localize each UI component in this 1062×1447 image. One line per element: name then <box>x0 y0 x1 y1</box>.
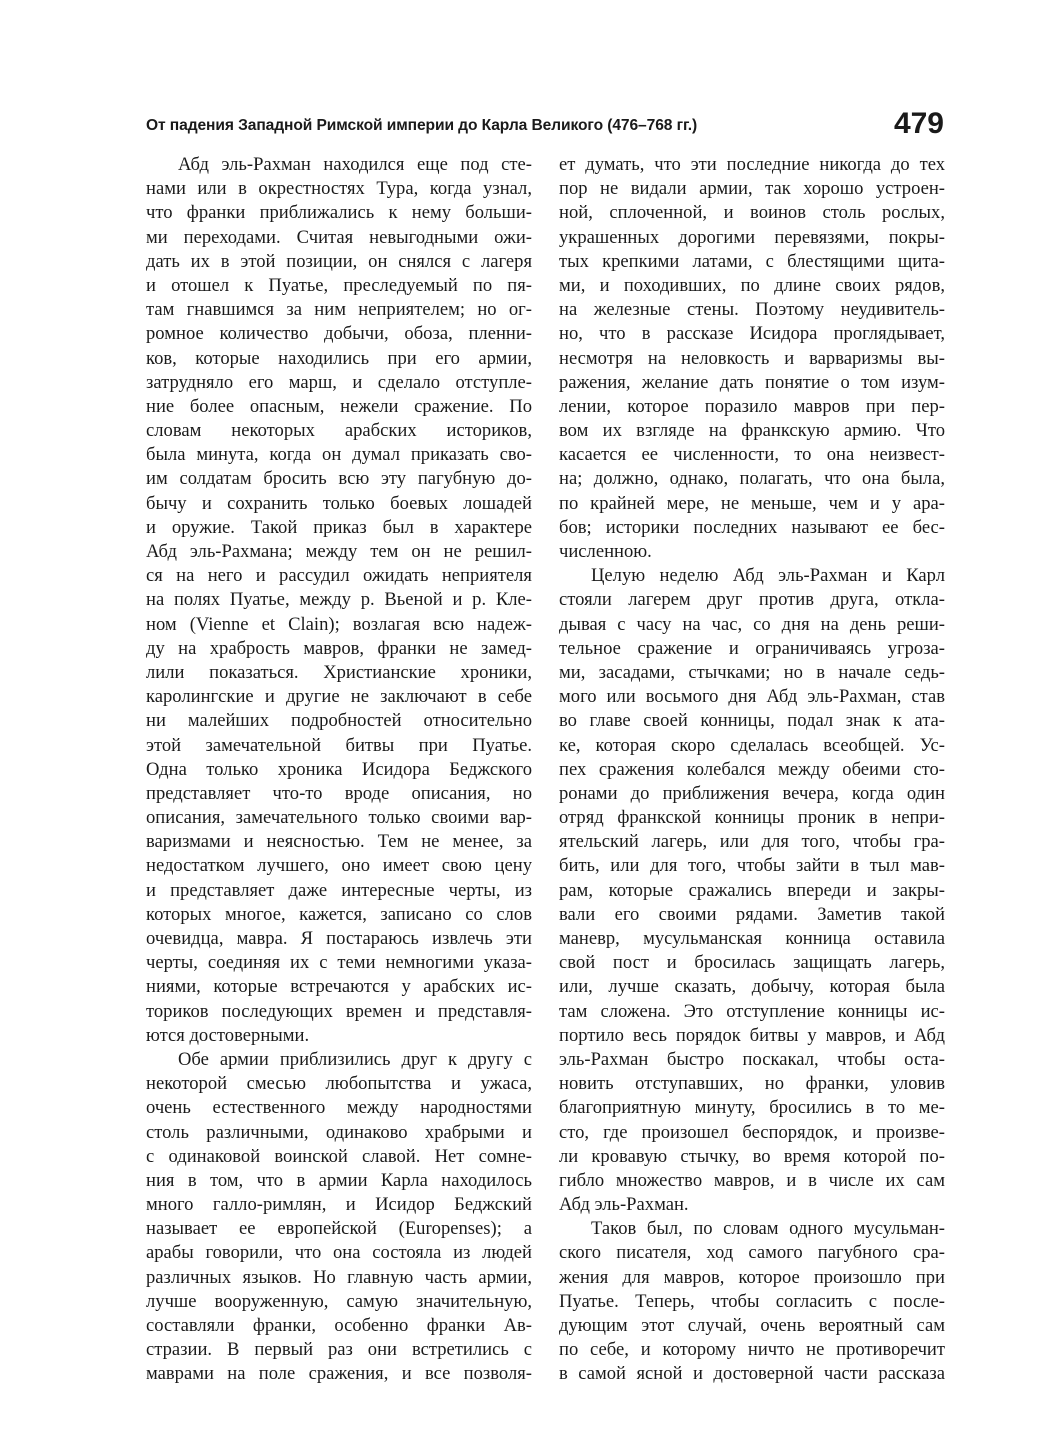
text-line: арабы говорили, что она состояла из людей <box>146 1242 532 1264</box>
text-line: которых многое, кажется, записано со слов <box>146 903 532 925</box>
text-line: тельное сражение и ограничиваясь угроза- <box>559 637 945 659</box>
text-line: лили показаться. Христианские хроники, <box>146 661 532 683</box>
text-line: рам, которые сражались впереди и закры- <box>559 879 945 901</box>
text-line: ков, которые находились при его армии, <box>146 347 532 369</box>
text-line: сто, где произошел беспорядок, и произве- <box>559 1121 945 1143</box>
text-line: благоприятную минуту, бросились в то ме- <box>559 1097 945 1119</box>
text-line: Одна только хроника Исидора Беджского <box>146 758 532 780</box>
text-line: была минута, когда он думал приказать сво- <box>146 444 532 466</box>
text-line: Пуатье. Теперь, чтобы согласить с после- <box>559 1290 945 1312</box>
text-line: очевидца, мавра. Я постараюсь извлечь эти <box>146 928 532 949</box>
text-line: касается ее численности, то она неизвест- <box>559 444 945 466</box>
text-line: лении, которое поразило мавров при пер- <box>559 395 945 417</box>
text-line: ке, которая скоро сделалась всеобщей. Ус- <box>559 734 945 756</box>
page-number: 479 <box>893 107 944 140</box>
text-line: ми, засадами, стычками; но в начале седь- <box>559 661 945 683</box>
text-line: ми переходами. Считая невыгодными ожи- <box>146 226 532 248</box>
text-line: свой пост и бросилась защищать лагерь, <box>559 952 945 974</box>
text-line: недостатком лучшего, оно имеет свою цену <box>146 855 532 877</box>
text-line: ет думать, что эти последние никогда до тех <box>559 154 945 175</box>
running-header <box>146 107 944 144</box>
text-line: тых крепкими латами, с блестящими щита- <box>559 250 945 272</box>
text-line: численною. <box>559 541 652 562</box>
text-line: Таков был, по словам одного мусульман- <box>591 1218 945 1240</box>
text-line: мого или восьмого дня Абд эль-Рахман, став <box>559 686 945 708</box>
text-line: ромное количество добычи, обоза, пленни- <box>146 323 532 345</box>
text-line: жения для мавров, которое произошло при <box>559 1266 945 1288</box>
text-line: вали его своими рядами. Заметив такой <box>559 903 945 925</box>
text-line: Абд эль-Рахман. <box>559 1194 689 1216</box>
text-line: несмотря на неловкость и варваризмы вы- <box>559 347 945 369</box>
text-line: во главе своей конницы, подал знак к ата- <box>559 710 945 732</box>
text-line: и представляет даже интересные черты, из <box>146 879 532 901</box>
text-line: гибло множество мавров, и в числе их сам <box>559 1169 945 1191</box>
text-line: бычу и сохранить только боевых лошадей <box>146 492 532 514</box>
text-column-left <box>146 153 532 1387</box>
text-line: портило весь порядок битвы у мавров, и Абд <box>559 1024 945 1046</box>
text-line: различных языков. Но главную часть армии, <box>146 1266 532 1288</box>
text-line: вом их взгляде на франкскую армию. Что <box>559 420 945 442</box>
text-line: пор не видали армии, так хорошо устроен- <box>559 178 945 200</box>
text-line: маврами на поле сражения, и все позволя- <box>146 1363 532 1385</box>
text-line: лучше вооруженную, самую значительную, <box>146 1290 532 1312</box>
text-line: называет ее европейской (Europenses); а <box>146 1218 532 1240</box>
text-line: ниями, которые встречаются у арабских ис- <box>146 976 532 998</box>
text-column-right <box>559 153 945 1387</box>
text-line: бов; историки последних называют ее бес- <box>559 516 945 538</box>
text-line: с одинаковой воинской славой. Нет сомне- <box>146 1145 532 1167</box>
text-line: что франки приближались к нему больши- <box>146 202 532 224</box>
text-line: украшенных дорогими перевязями, покры- <box>559 226 945 248</box>
text-line: составляли франки, особенно франки Ав- <box>146 1315 532 1336</box>
text-line: Целую неделю Абд эль-Рахман и Карл <box>591 565 945 587</box>
text-line: ся на него и рассудил ожидать неприятеля <box>146 565 532 587</box>
text-line: много галло-римлян, и Исидор Беджский <box>146 1194 532 1216</box>
text-line: очень естественного между народностями <box>146 1097 532 1119</box>
text-line: там сложена. Это отступление конницы ис- <box>559 1000 945 1022</box>
text-line: ной, сплоченной, и воинов столь рослых, <box>559 202 945 224</box>
text-line: столь различными, одинаково храбрыми и <box>146 1121 532 1143</box>
text-line: ние более опасным, нежели сражение. По <box>146 395 532 417</box>
text-line: ториков последующих времен и представля- <box>146 1000 532 1022</box>
text-line: эль-Рахман быстро поскакал, чтобы оста- <box>559 1048 945 1070</box>
text-line: затрудняло его марш, и сделало отступле- <box>146 371 532 393</box>
text-line: бить, или для того, чтобы зайти в тыл мав- <box>559 855 945 877</box>
text-line: дывая с часу на час, со дня на день реши- <box>559 613 945 635</box>
text-line: нами или в окрестностях Тура, когда узнал, <box>146 178 532 200</box>
text-line: словам некоторых арабских историков, <box>146 420 532 442</box>
text-line: стояли лагерем друг против друга, откла- <box>559 589 945 611</box>
text-line: по себе, и которому ничто не противоречит <box>559 1339 945 1361</box>
text-line: стразии. В первый раз они встретились с <box>146 1339 532 1361</box>
text-line: ронами до приближения вечера, когда один <box>559 782 945 804</box>
text-line: или, лучше сказать, добычу, которая была <box>559 976 945 998</box>
text-line: ми, и походивших, по длине своих рядов, <box>559 274 945 296</box>
text-line: Абд эль-Рахмана; между тем он не решил- <box>146 541 532 562</box>
text-line: маневр, мусульманская конница оставила <box>559 928 945 949</box>
text-line: представляет что-то вроде описания, но <box>146 782 532 804</box>
text-line: ном (Vienne et Clain); возлагая всю надеж- <box>146 613 532 635</box>
text-line: этой замечательной битвы при Пуатье. <box>146 734 532 756</box>
text-line: варизмами и неясностью. Тем не менее, за <box>146 831 532 853</box>
text-line: ятельский лагерь, или для того, чтобы гра- <box>559 831 945 853</box>
text-line: Абд эль-Рахман находился еще под сте- <box>178 154 532 175</box>
text-line: дать их в этой позиции, он снялся с лагеря <box>146 250 532 272</box>
text-line: на полях Пуатье, между р. Вьеной и р. Кле- <box>146 589 532 611</box>
text-line: ются достоверными. <box>146 1024 310 1046</box>
text-line: новить отступавших, но франки, уловив <box>559 1073 945 1095</box>
text-line: дующим этот случай, очень вероятный сам <box>559 1315 945 1336</box>
text-line: на; должно, однако, полагать, что она была, <box>559 468 945 490</box>
text-line: некоторой смесью любопытства и ужаса, <box>146 1073 532 1095</box>
text-line: отряд франкской конницы проник в непри- <box>559 807 945 829</box>
text-line: на железные стены. Поэтому неудивитель- <box>559 299 945 321</box>
text-line: и отошел к Пуатье, преследуемый по пя- <box>146 274 532 296</box>
text-line: ду на храбрость мавров, франки не замед- <box>146 637 532 659</box>
text-line: по крайней мере, не меньше, чем и у ара- <box>559 492 945 514</box>
text-line: им солдатам бросить всю эту пагубную до- <box>146 468 532 490</box>
text-line: ли кровавую стычку, во время которой по- <box>559 1145 945 1167</box>
text-line: но, что в рассказе Исидора проглядывает, <box>559 323 945 345</box>
text-line: ражения, желание дать понятие о том изум- <box>559 371 945 393</box>
text-line: описания, замечательного только своими вар- <box>146 807 532 829</box>
text-line: каролингские и другие не заключают в себе <box>146 686 532 708</box>
running-header-title: От падения Западной Римской империи до Карла Великого (476–768 гг.) <box>146 117 698 134</box>
text-line: ни малейших подробностей относительно <box>146 710 532 732</box>
text-line: в самой ясной и достоверной части рассказа <box>559 1363 945 1385</box>
text-line: пех сражения колебался между обеими сто- <box>559 758 945 780</box>
text-line: черты, соединяя их с теми немногими указа- <box>146 952 532 974</box>
text-line: и оружие. Такой приказ был в характере <box>146 516 532 538</box>
text-line: там гнавшимся за ним неприятелем; но ог- <box>146 299 532 321</box>
text-line: Обе армии приблизились друг к другу с <box>178 1048 532 1070</box>
text-line: ния в том, что в армии Карла находилось <box>146 1169 532 1191</box>
text-line: ского писателя, ход самого пагубного сра- <box>559 1242 945 1264</box>
